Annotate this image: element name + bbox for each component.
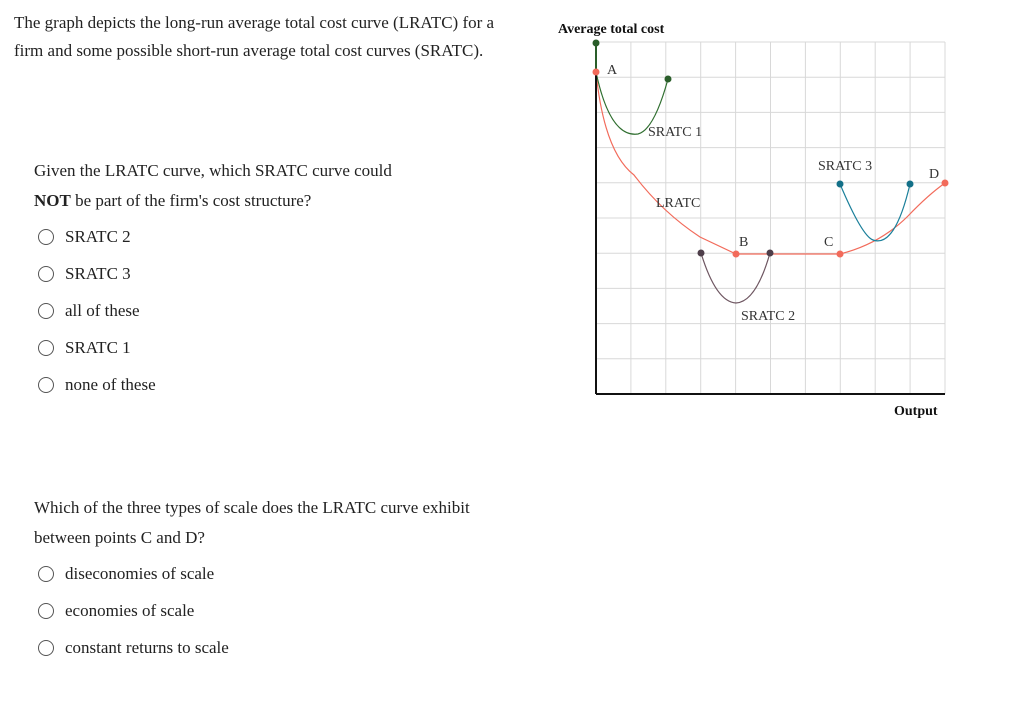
option-label: SRATC 2 <box>65 226 131 246</box>
label-sratc2: SRATC 2 <box>741 309 796 324</box>
q1-option-sratc-1[interactable] <box>38 329 392 366</box>
radio-button[interactable] <box>38 566 54 582</box>
option-label: economies of scale <box>65 600 195 620</box>
question-1-prompt <box>34 156 392 216</box>
q2-option-economies[interactable] <box>38 592 494 629</box>
point-c <box>837 251 844 258</box>
option-label: constant returns to scale <box>65 637 229 657</box>
radio-button[interactable] <box>38 303 54 319</box>
question-2 <box>34 493 494 666</box>
y-axis-label: Average total cost <box>558 22 665 37</box>
radio-button[interactable] <box>38 640 54 656</box>
question-1-prompt-emphasis: NOT <box>34 191 71 210</box>
question-1-prompt-end: be part of the firm's cost structure? <box>70 191 312 210</box>
point-b <box>733 251 740 258</box>
cost-curves-graph <box>550 12 970 432</box>
option-label: SRATC 3 <box>65 263 131 283</box>
option-label: none of these <box>65 374 156 394</box>
sratc2-right-point <box>767 250 774 257</box>
label-sratc1: SRATC 1 <box>648 125 703 140</box>
label-sratc3: SRATC 3 <box>818 159 873 174</box>
sratc1-top-point <box>593 40 600 47</box>
label-b: B <box>739 235 749 250</box>
sratc2-left-point <box>698 250 705 257</box>
q1-option-none-of-these[interactable] <box>38 366 392 403</box>
option-label: SRATC 1 <box>65 337 131 357</box>
label-c: C <box>824 235 834 250</box>
radio-button[interactable] <box>38 229 54 245</box>
radio-button[interactable] <box>38 266 54 282</box>
intro-text: The graph depicts the long-run average total cost curve (LRATC) for a firm and some possible short-run average total cost curves (SRATC). <box>14 13 495 60</box>
sratc3-right-point <box>907 181 914 188</box>
question-2-prompt: Which of the three types of scale does the LRATC curve exhibit between points C and D? <box>34 498 470 547</box>
radio-button[interactable] <box>38 603 54 619</box>
q1-option-sratc-2[interactable] <box>38 218 392 255</box>
radio-button[interactable] <box>38 340 54 356</box>
q1-option-sratc-3[interactable] <box>38 255 392 292</box>
label-lratc: LRATC <box>656 196 701 211</box>
question-1 <box>34 156 392 403</box>
option-label: diseconomies of scale <box>65 563 215 583</box>
label-d: D <box>929 167 940 182</box>
radio-button[interactable] <box>38 377 54 393</box>
sratc1-end-point <box>665 76 672 83</box>
q1-option-all-of-these[interactable] <box>38 292 392 329</box>
question-1-prompt-start: Given the LRATC curve, which SRATC curve could <box>34 161 392 180</box>
sratc3-left-point <box>837 181 844 188</box>
x-axis-label: Output <box>894 404 938 419</box>
grid-lines <box>596 42 945 394</box>
point-d <box>942 180 949 187</box>
label-a: A <box>607 63 618 78</box>
point-a <box>593 69 600 76</box>
q2-option-constant-returns[interactable] <box>38 629 494 666</box>
option-label: all of these <box>65 300 140 320</box>
q2-option-diseconomies[interactable] <box>38 555 494 592</box>
